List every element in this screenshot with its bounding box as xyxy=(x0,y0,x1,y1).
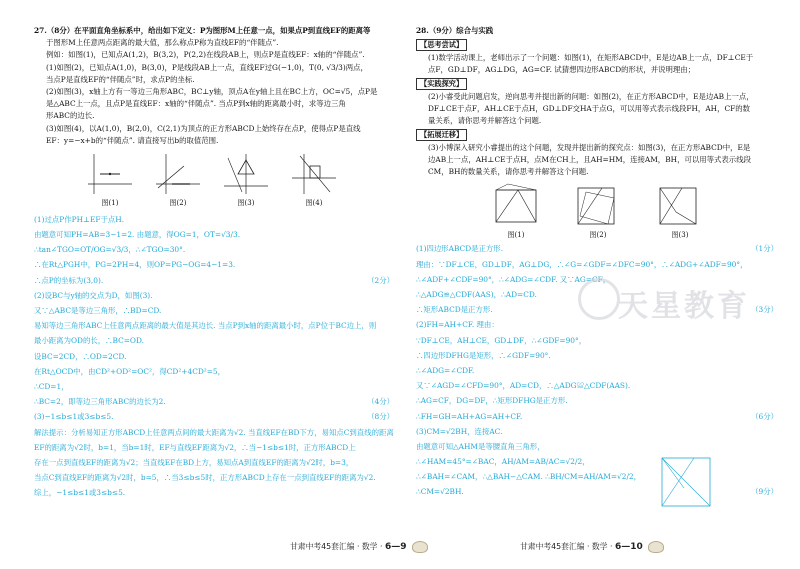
q27-answer-line: 在Rt△OCD中，由CD²+OD²=OC²，得CD²+4CD²=5， xyxy=(34,366,226,376)
q27-example: 例如：如图(1)，已知点A(1,2)，B(3,2)，P(2,2)在线段AB上，则点P是直线EF：x轴的“伴随点”. xyxy=(46,50,365,60)
q27-answer-row xyxy=(34,412,394,423)
figure-q28-1-graph xyxy=(490,182,542,228)
q27-answer-line: 易知等边三角形ABC上任意两点距离的最大值是其边长. 当点P到x轴的距离最小时，点P位于BC边上，则 xyxy=(34,321,377,331)
footer-mascot-icon xyxy=(648,541,664,553)
right-column xyxy=(416,26,778,503)
tag-thinking: 【思考尝试】 xyxy=(416,39,467,51)
footer-right-text: 甘肃中考45套汇编 · 数学 · xyxy=(520,542,613,551)
q27-title-line2: 于图形M上任意两点距离的最大值，那么称点P称为直线EF的“伴随点”. xyxy=(46,38,279,48)
q27-figures xyxy=(86,152,394,209)
q27-answer-line: (3)−1≤b≤1或3≤b≤5. xyxy=(34,412,114,422)
q28-answer-line: ∴AG=CF，DG=DF，∴矩形DFHG是正方形. xyxy=(416,396,568,406)
figure-1-caption: 图(1) xyxy=(101,199,119,208)
q28-answer-figure xyxy=(654,450,718,510)
figure-q28-2-caption: 图(2) xyxy=(589,230,607,239)
q28-score: （9分） xyxy=(751,487,778,497)
q28-answer-line: ∴FH=GH=AH+AG=AH+CF. xyxy=(416,411,523,421)
q28-answer-row xyxy=(416,487,778,498)
q27-answer-line: ∴BC=2，即等边三角形ABC的边长为2. xyxy=(34,397,166,407)
q28-score: （1分） xyxy=(751,244,778,254)
q27-answer-row xyxy=(34,397,394,408)
q27-score: （8分） xyxy=(367,412,394,422)
q28-answer-line: ∵DF⊥CE，AH⊥CE，GD⊥DF，∴∠GDF=90°， xyxy=(416,335,587,345)
q28-part3a: (3)小博深入研究小睿提出的这个问题，发现并提出新的探究点：如图(3)，在正方形ABCD中，E是 xyxy=(428,142,751,152)
footer-left-page: 6—9 xyxy=(384,542,407,552)
q27-answer-line: ∴点P的坐标为(3,0). xyxy=(34,275,104,285)
q27-answer-line: ∴CD=1， xyxy=(34,381,69,391)
q27-answer-line: 存在一点到直线EF的距离为√2；当直线EF在BD上方，易知点A到直线EF的距离为√2时，b=3， xyxy=(34,457,354,467)
q28-score: （6分） xyxy=(751,411,778,421)
q28-title: 28.（9分）综合与实践 xyxy=(416,26,494,35)
q28-part1b: 点F，GD⊥DF，AG⊥DG，AG=CF. 试猜想四边形ABCD的形状，并说明理由； xyxy=(428,64,696,74)
q27-answer-line: 综上，−1≤b≤1或3≤b≤5. xyxy=(34,488,126,498)
q28-part3c: CM，BH的数量关系，请你思考并解答这个问题. xyxy=(428,167,589,177)
figure-q28-3-graph xyxy=(654,182,706,228)
figure-3-caption: 图(3) xyxy=(237,199,255,208)
tag-extension: 【拓展迁移】 xyxy=(416,129,467,141)
q28-answer-line: 理由：∵DF⊥CE，GD⊥DF，AG⊥DG，∴∠G=∠GDF=∠DFC=90°，∴∠ADG+∠ADF=90°， xyxy=(416,259,748,269)
q28-part2c: 量关系，请你思考并解答这个问题. xyxy=(428,116,542,126)
figure-q28-1 xyxy=(490,182,542,241)
q27-part2b: 是△ABC上一点，且点P是直线EF：x轴的“伴随点”. 当点P到x轴的距离最小时，求等边三角 xyxy=(46,99,346,109)
figure-3 xyxy=(222,152,270,209)
figure-2-caption: 图(2) xyxy=(169,199,187,208)
figure-4 xyxy=(290,152,338,209)
figure-4-graph xyxy=(290,152,338,196)
q27-part3a: (3)如图(4)，以A(1,0)，B(2,0)，C(2,1)为顶点的正方形ABCD上始终存在点P，使得点P是直线 xyxy=(46,123,361,133)
q27-title xyxy=(34,26,394,37)
q28-answer-row xyxy=(416,412,778,423)
q28-part3b: 边AB上一点，AH⊥CE于点H，点M在CH上，且AH=HM，连接AM，BH，可以用等式表示线段 xyxy=(428,155,751,165)
watermark: 天星教育 xyxy=(618,289,750,324)
figure-2 xyxy=(154,152,202,209)
q27-part1b: 当点P是直线EF的“伴随点”时，求点P的坐标. xyxy=(46,74,195,84)
q27-answer-line: (2)设BC与y轴的交点为D，如图(3). xyxy=(34,290,153,300)
q28-answer-row xyxy=(416,244,778,255)
watermark-logo-icon xyxy=(578,278,620,320)
q27-answer-line: 解法提示：分析易知正方形ABCD上任意两点间的最大距离为√2. 当直线EF在BD下方，易知点C到直线的距离 xyxy=(34,427,394,437)
q27-answer-line: 又∵△ABC是等边三角形，∴BD=CD. xyxy=(34,306,162,315)
q28-answer-line: ∴∠ADG=∠CDF. xyxy=(416,365,475,375)
q28-answer-line: ∴∠BAH=∠CAM，∴△BAH∽△CAM. ∴BH/CM=AH/AM=√2/2， xyxy=(416,472,642,482)
q27-part2c: 形ABC的边长. xyxy=(46,111,95,121)
q27-answer-line: ∴tan∠TGO=OT/OG=√3/3，∴∠TGO=30°. xyxy=(34,245,186,255)
figure-2-graph xyxy=(154,152,202,196)
q28-part1a: (1)数学活动课上，老师出示了一个问题：如图(1)，在矩形ABCD中，E是边AB上一点，DF⊥CE于 xyxy=(428,52,754,62)
q27-score: （2分） xyxy=(367,275,394,285)
footer-left-text: 甘肃中考45套汇编 · 数学 · xyxy=(290,542,383,551)
figure-q28-2-graph xyxy=(572,182,624,228)
q27-part2a: (2)如图(3)，x轴上方有一等边三角形ABC，BC⊥y轴，顶点A在y轴上且在BC上方，OC=√5，点P是 xyxy=(46,86,378,96)
footer-right xyxy=(520,541,664,553)
q27-answer-line: 设BC=2CD，∴OD=2CD. xyxy=(34,351,127,361)
q28-score: （3分） xyxy=(751,305,778,315)
q27-score: （4分） xyxy=(367,397,394,407)
figure-3-graph xyxy=(222,152,270,196)
q28-figures xyxy=(490,182,778,241)
q27-answer-block xyxy=(34,215,394,499)
q28-answer-line: ∴∠ADF+∠CDF=90°，∴∠ADG=∠CDF. 又∵AG=CF， xyxy=(416,274,611,284)
footer-right-page: 6—10 xyxy=(614,542,643,552)
q28-answer-line: ∴四边形DFHG是矩形，∴∠GDF=90°. xyxy=(416,350,551,360)
q27-answer-line: ∴在Rt△PGH中，PG=2PH=4，则OP=PG−OG=4−1=3. xyxy=(34,260,236,270)
q28-answer-line: 由题意可知△AHM是等腰直角三角形， xyxy=(416,441,545,451)
q28-answer-line: (3)CM=√2BH，连接AC. xyxy=(416,426,503,436)
figure-q28-3-caption: 图(3) xyxy=(671,230,689,239)
q28-part2b: DF⊥CE于点F，AH⊥CE于点H，GD⊥DF交HA于点G，可以用等式表示线段FH，AH，CF的数 xyxy=(428,103,751,113)
q28-answer-line: ∴△ADG≌△CDF(AAS)，∴AD=CD. xyxy=(416,290,537,300)
figure-1 xyxy=(86,152,134,209)
q27-answer-line: (1)过点P作PH⊥EF于点H. xyxy=(34,214,125,224)
footer-mascot-icon xyxy=(412,541,428,553)
figure-q28-1-caption: 图(1) xyxy=(507,230,525,239)
q27-answer-line: 由题意可知PH=AB=3−1=2. 由题意，得OG=1，OT=√3/3. xyxy=(34,230,241,240)
q28-part2a: (2)小睿受此问题启发，逆向思考并提出新的问题：如图(2)，在正方形ABCD中，E是边AB上一点， xyxy=(428,91,754,101)
q28-answer-line: 又∵∠AGD=∠CFD=90°，AD=CD，∴△ADG≌△CDF(AAS). xyxy=(416,381,631,391)
q28-answer-line: (1)四边形ABCD是正方形. xyxy=(416,244,504,254)
q27-title-line1: 27.（8分）在平面直角坐标系中，给出如下定义：P为图形M上任意一点，如果点P到直线EF的距离等 xyxy=(34,26,371,35)
figure-q28-2 xyxy=(572,182,624,241)
figure-1-graph xyxy=(86,152,134,196)
q27-answer-line: 最小距离为OD的长，∴BC=OD. xyxy=(34,336,144,346)
q28-answer-line: (2)FH=AH+CF. 理由： xyxy=(416,320,499,330)
q27-answer-line: 当点C到直线EF的距离为√2时，b=5，∴当3≤b≤5时，正方形ABCD上存在一点到直线EF的距离为√2. xyxy=(34,473,376,483)
figure-4-caption: 图(4) xyxy=(305,199,323,208)
q27-part3b: EF：y=−x+b的“伴随点”. 请直接写出b的取值范围. xyxy=(46,135,219,145)
footer-left xyxy=(290,541,428,553)
left-column xyxy=(34,26,394,503)
figure-q28-3 xyxy=(654,182,706,241)
q27-answer-line: EF的距离为√2时，b=1，当b=1时，EF与直线EF距离为√2，∴当−1≤b≤1时，正方形ABCD上 xyxy=(34,442,356,452)
q27-part1a: (1)如图(2)，已知点A(1,0)，B(3,0)，P是线段AB上一点，直线EF过G(−1,0)，T(0, √3/3)两点， xyxy=(46,62,368,72)
q28-answer-line: ∴矩形ABCD是正方形. xyxy=(416,305,493,315)
tag-practice: 【实践探究】 xyxy=(416,78,467,90)
q28-answer-line: ∴CM=√2BH. xyxy=(416,487,464,497)
q28-answer-line: ∴∠HAM=45°=∠BAC，AH/AM=AB/AC=√2/2， xyxy=(416,457,590,467)
q27-answer-row xyxy=(34,276,394,287)
